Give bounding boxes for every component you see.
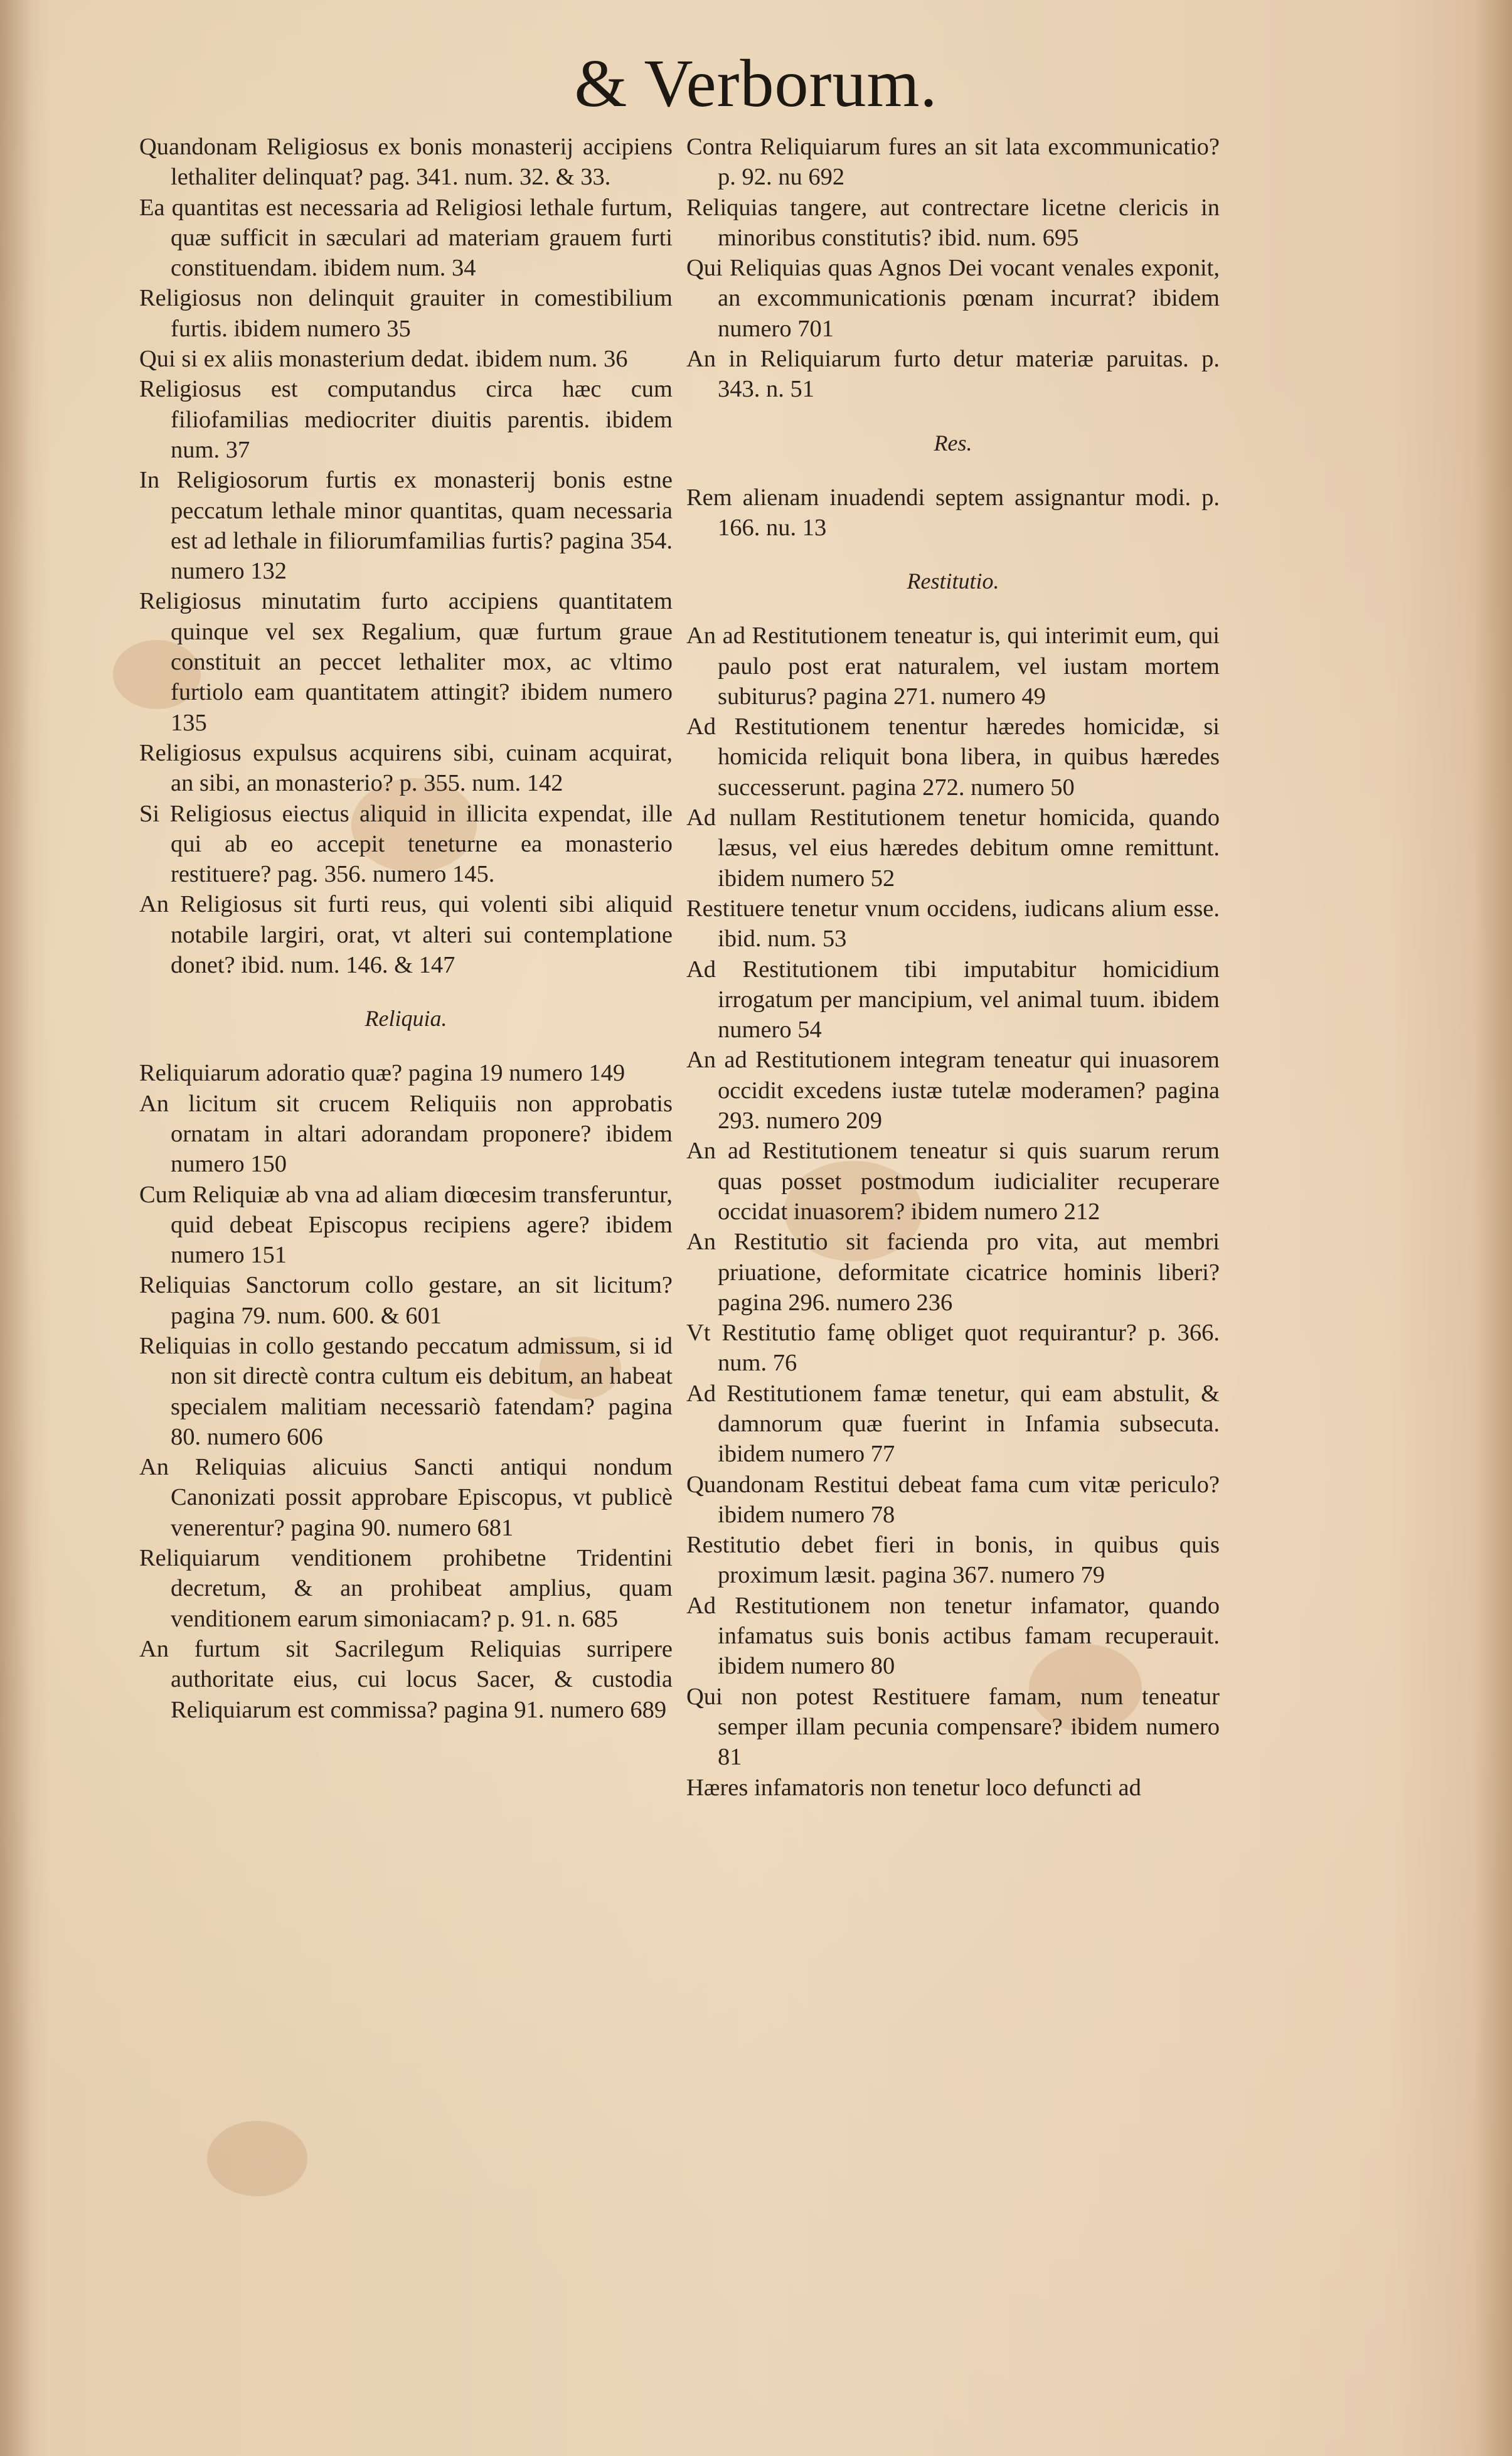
index-entry: An Reliquias alicuius Sancti antiqui nondum Canonizati possit approbare Episcopus, vt publicè venerentur? pagina 90. numero 681 [139, 1454, 673, 1541]
index-entry: An ad Restitutionem teneatur si quis suarum rerum quas posset postmodum iudicialiter recuperare occidat inuasorem? ibidem numero 212 [686, 1138, 1220, 1225]
index-entry: Ad Restitutionem famæ tenetur, qui eam abstulit, & damnorum quæ fuerint in Infamia subsecuta. ibidem numero 77 [686, 1380, 1220, 1468]
index-entry: Ea quantitas est necessaria ad Religiosi lethale furtum, quæ sufficit in sæculari ad materiam grauem furti constituendam. ibidem num. 34 [139, 194, 673, 282]
index-entry: Quandonam Religiosus ex bonis monasterij accipiens lethaliter delinquat? pag. 341. num. 32. & 33. [139, 134, 673, 191]
index-entry: Reliquiarum adoratio quæ? pagina 19 numero 149 [139, 1060, 626, 1087]
index-entry: Religiosus minutatim furto accipiens quantitatem quinque vel sex Regalium, quæ furtum graue constituit an peccet lethaliter mox, ac vltimo furtiolo eam quantitatem attingit? ibidem numero 135 [139, 588, 673, 736]
index-entry: Religiosus non delinquit grauiter in comestibilium furtis. ibidem numero 35 [139, 285, 673, 342]
index-entry: Qui non potest Restituere famam, num teneatur semper illam pecunia compensare? ibidem numero 81 [686, 1683, 1220, 1771]
index-entry: Ad Restitutionem tenentur hæredes homicidæ, si homicida reliquit bona libera, in quibus hæredes successerunt. pagina 272. numero 50 [686, 713, 1220, 801]
section-heading: Restitutio. [907, 569, 999, 594]
index-entry: Reliquiarum venditionem prohibetne Tridentini decretum, & an prohibeat amplius, quam venditionem earum simoniacam? p. 91. n. 685 [139, 1545, 673, 1632]
index-entry: An Restitutio sit facienda pro vita, aut membri priuatione, deformitate cicatrice hominis liberi? pagina 296. numero 236 [686, 1229, 1220, 1316]
index-entry: Religiosus est computandus circa hæc cum filiofamilias mediocriter diuitis parentis. ibidem num. 37 [139, 376, 673, 463]
index-entry: Contra Reliquiarum fures an sit lata excommunicatio? p. 92. nu 692 [686, 134, 1220, 191]
index-entry: Cum Reliquiæ ab vna ad aliam diœcesim transferuntur, quid debeat Episcopus recipiens agere? ibidem numero 151 [139, 1181, 673, 1269]
page-shadow-left [0, 0, 31, 2456]
page-shadow-right [1474, 0, 1512, 2456]
index-entry: Rem alienam inuadendi septem assignantur modi. p. 166. nu. 13 [686, 484, 1220, 541]
index-entry: An in Reliquiarum furto detur materiæ paruitas. p. 343. n. 51 [686, 346, 1220, 403]
index-entry: Quandonam Restitui debeat fama cum vitæ periculo? ibidem numero 78 [686, 1471, 1220, 1528]
index-entry: Reliquias tangere, aut contrectare licetne clericis in minoribus constitutis? ibid. num. 695 [686, 194, 1220, 251]
index-entry: An furtum sit Sacrilegum Reliquias surripere authoritate eius, cui locus Sacer, & custodia Reliquiarum est commissa? pagina 91. numero 689 [139, 1635, 673, 1723]
left-column [139, 132, 673, 1725]
index-entry: An Religiosus sit furti reus, qui volenti sibi aliquid notabile largiri, orat, vt alteri sui contemplatione donet? ibid. num. 146. & 147 [139, 891, 673, 979]
index-entry: Si Religiosus eiectus aliquid in illicita expendat, ille qui ab eo accepit teneturne ea monasterio restituere? pag. 356. numero 145. [139, 800, 673, 888]
index-entry: An ad Restitutionem integram teneatur qui inuasorem occidit excedens iustæ tutelæ moderamen? pagina 293. numero 209 [686, 1047, 1220, 1135]
index-entry: Ad Restitutionem non tenetur infamator, quando infamatus suis bonis actibus famam recuperauit. ibidem numero 80 [686, 1592, 1220, 1680]
section-heading: Reliquia. [365, 1006, 447, 1032]
stain [207, 2121, 307, 2196]
index-entry: Qui Reliquias quas Agnos Dei vocant venales exponit, an excommunicationis pœnam incurrat? ibidem numero 701 [686, 255, 1220, 342]
index-entry: Ad nullam Restitutionem tenetur homicida, quando læsus, vel eius hæredes debitum omne remittunt. ibidem numero 52 [686, 804, 1220, 892]
running-header: & Verborum. [574, 46, 938, 121]
index-entry: Reliquias in collo gestando peccatum admissum, si id non sit directè contra cultum eis debitum, an habeat specialem malitiam necessariò fatendam? pagina 80. numero 606 [139, 1332, 673, 1450]
index-entry: Ad Restitutionem tibi imputabitur homicidium irrogatum per mancipium, vel animal tuum. ibidem numero 54 [686, 956, 1220, 1044]
index-entry: An ad Restitutionem teneatur is, qui interimit eum, qui paulo post erat naturalem, vel iustam mortem subiturus? pagina 271. numero 49 [686, 622, 1220, 710]
index-entry: Hæres infamatoris non tenetur loco defuncti ad [686, 1774, 1141, 1801]
index-entry: Vt Restitutio famę obliget quot requirantur? p. 366. num. 76 [686, 1320, 1220, 1377]
right-column [686, 132, 1220, 1803]
section-heading: Res. [934, 430, 972, 456]
index-entry: Restitutio debet fieri in bonis, in quibus quis proximum læsit. pagina 367. numero 79 [686, 1532, 1220, 1589]
index-entry: Qui si ex aliis monasterium dedat. ibidem num. 36 [139, 346, 628, 373]
index-entry: Religiosus expulsus acquirens sibi, cuinam acquirat, an sibi, an monasterio? p. 355. num. 142 [139, 739, 673, 797]
index-entry: Reliquias Sanctorum collo gestare, an sit licitum? pagina 79. num. 600. & 601 [139, 1272, 673, 1329]
index-entry: In Religiosorum furtis ex monasterij bonis estne peccatum lethale minor quantitas, quam necessaria est ad lethale in filiorumfamilias furtis? pagina 354. numero 132 [139, 467, 673, 585]
index-entry: An licitum sit crucem Reliquiis non approbatis ornatam in altari adorandam proponere? ibidem numero 150 [139, 1090, 673, 1178]
index-entry: Restituere tenetur vnum occidens, iudicans alium esse. ibid. num. 53 [686, 895, 1220, 953]
